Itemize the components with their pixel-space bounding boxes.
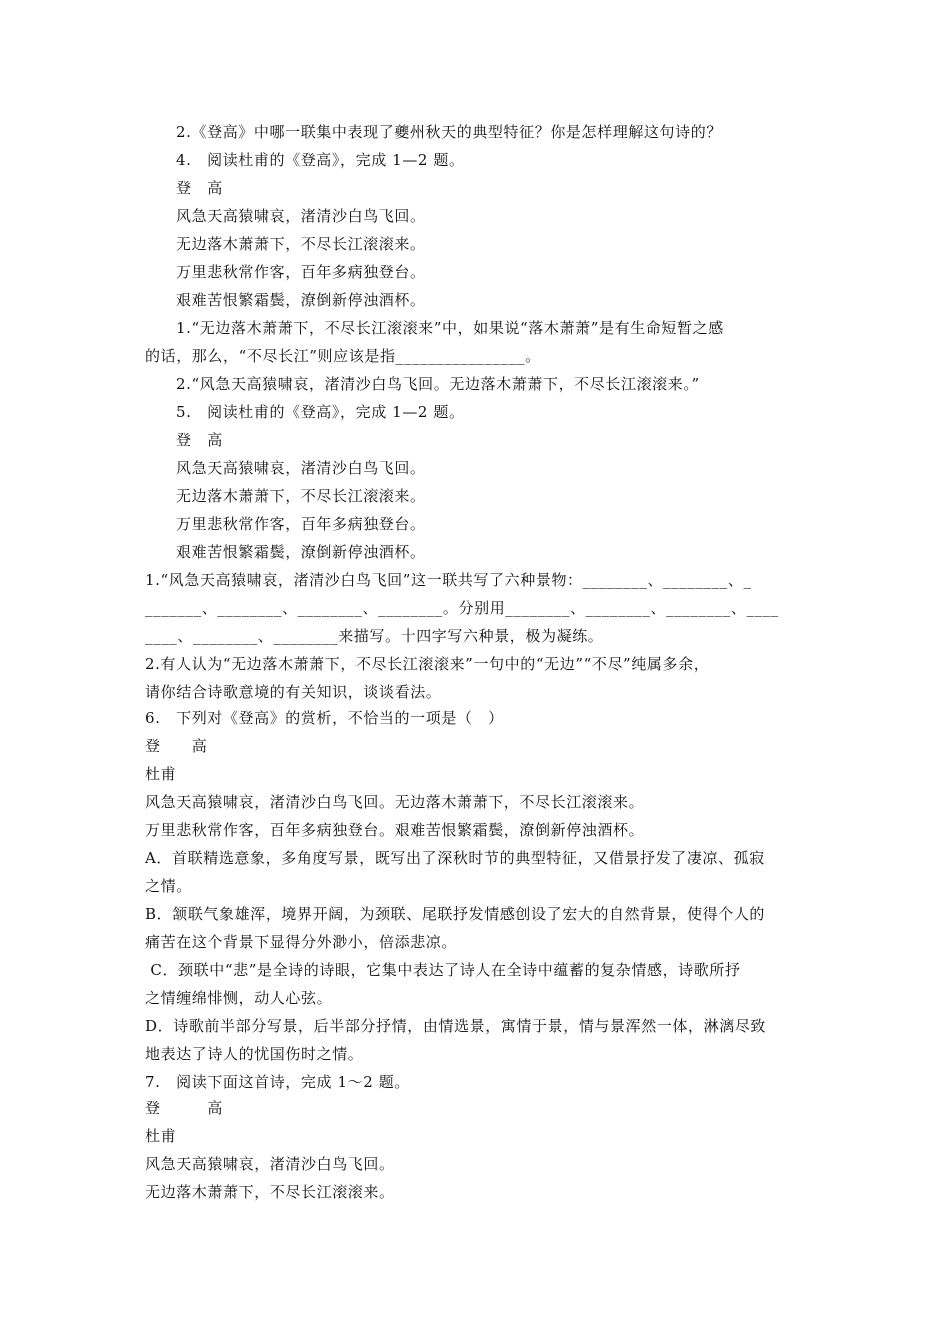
poem-title: 登 高 (176, 179, 223, 197)
section-4-heading: 4. 阅读杜甫的《登高》，完成 1—2 题。 (176, 151, 465, 169)
poem-line: 万里悲秋常作客，百年多病独登台。 (176, 263, 426, 281)
poem-title: 登 高 (176, 431, 223, 449)
poem-line: 艰难苦恨繁霜鬓，潦倒新停浊酒杯。 (176, 291, 426, 309)
question-2-heading: 2.《登高》中哪一联集中表现了夔州秋天的典型特征？你是怎样理解这句诗的？ (176, 123, 722, 141)
section-7-heading: 7. 阅读下面这首诗，完成 1～2 题。 (145, 1073, 410, 1091)
question-text: 的话，那么，“不尽长江”则应该是指________________。 (145, 347, 541, 365)
poem-title: 登 高 (145, 737, 208, 755)
option-b: B．颔联气象雄浑，境界开阔，为颈联、尾联抒发情感创设了宏大的自然背景，使得个人的 (145, 905, 766, 923)
question-text: _______、________、________、________。分别用________、________、________、____ (145, 599, 779, 617)
option-a: A．首联精选意象，多角度写景，既写出了深秋时节的典型特征，又借景抒发了凄凉、孤寂 (145, 849, 765, 867)
question-text: 1.“风急天高猿啸哀，渚清沙白鸟飞回”这一联共写了六种景物：________、________、_ (145, 571, 752, 589)
question-text: 2.“风急天高猿啸哀，渚清沙白鸟飞回。无边落木萧萧下，不尽长江滚滚来。” (176, 375, 700, 393)
poem-line: 万里悲秋常作客，百年多病独登台。艰难苦恨繁霜鬓，潦倒新停浊酒杯。 (145, 821, 645, 839)
poem-line: 风急天高猿啸哀，渚清沙白鸟飞回。无边落木萧萧下，不尽长江滚滚来。 (145, 793, 645, 811)
question-text: ____、________、________来描写。十四字写六种景，极为凝练。 (145, 627, 604, 645)
poem-title: 登 高 (145, 1099, 224, 1117)
option-c: 之情缠绵悱恻，动人心弦。 (145, 989, 333, 1007)
section-5-heading: 5. 阅读杜甫的《登高》，完成 1—2 题。 (176, 403, 465, 421)
option-b: 痛苦在这个背景下显得分外渺小，倍添悲凉。 (145, 933, 458, 951)
poem-line: 万里悲秋常作客，百年多病独登台。 (176, 515, 426, 533)
option-a: 之情。 (145, 877, 192, 895)
poem-line: 无边落木萧萧下，不尽长江滚滚来。 (176, 487, 426, 505)
option-c: C．颈联中“悲”是全诗的诗眼，它集中表达了诗人在全诗中蕴蓄的复杂情感，诗歌所抒 (145, 961, 741, 979)
option-d: 地表达了诗人的忧国伤时之情。 (145, 1045, 364, 1063)
question-text: 2.有人认为“无边落木萧萧下，不尽长江滚滚来”一句中的“无边”“不尽”纯属多余， (145, 655, 710, 673)
poem-line: 无边落木萧萧下，不尽长江滚滚来。 (145, 1183, 395, 1201)
poem-line: 风急天高猿啸哀，渚清沙白鸟飞回。 (176, 207, 426, 225)
question-text: 1.“无边落木萧萧下，不尽长江滚滚来”中，如果说“落木萧萧”是有生命短暂之感 (176, 319, 724, 337)
poem-line: 无边落木萧萧下，不尽长江滚滚来。 (176, 235, 426, 253)
poem-author: 杜甫 (145, 1127, 177, 1145)
option-d: D．诗歌前半部分写景，后半部分抒情，由情选景，寓情于景，情与景浑然一体，淋漓尽致 (145, 1017, 767, 1035)
question-text: 请你结合诗歌意境的有关知识，谈谈看法。 (145, 683, 442, 701)
poem-line: 艰难苦恨繁霜鬓，潦倒新停浊酒杯。 (176, 543, 426, 561)
section-6-heading: 6. 下列对《登高》的赏析，不恰当的一项是（ ） (145, 709, 504, 727)
poem-line: 风急天高猿啸哀，渚清沙白鸟飞回。 (176, 459, 426, 477)
poem-line: 风急天高猿啸哀，渚清沙白鸟飞回。 (145, 1155, 395, 1173)
poem-author: 杜甫 (145, 765, 177, 783)
